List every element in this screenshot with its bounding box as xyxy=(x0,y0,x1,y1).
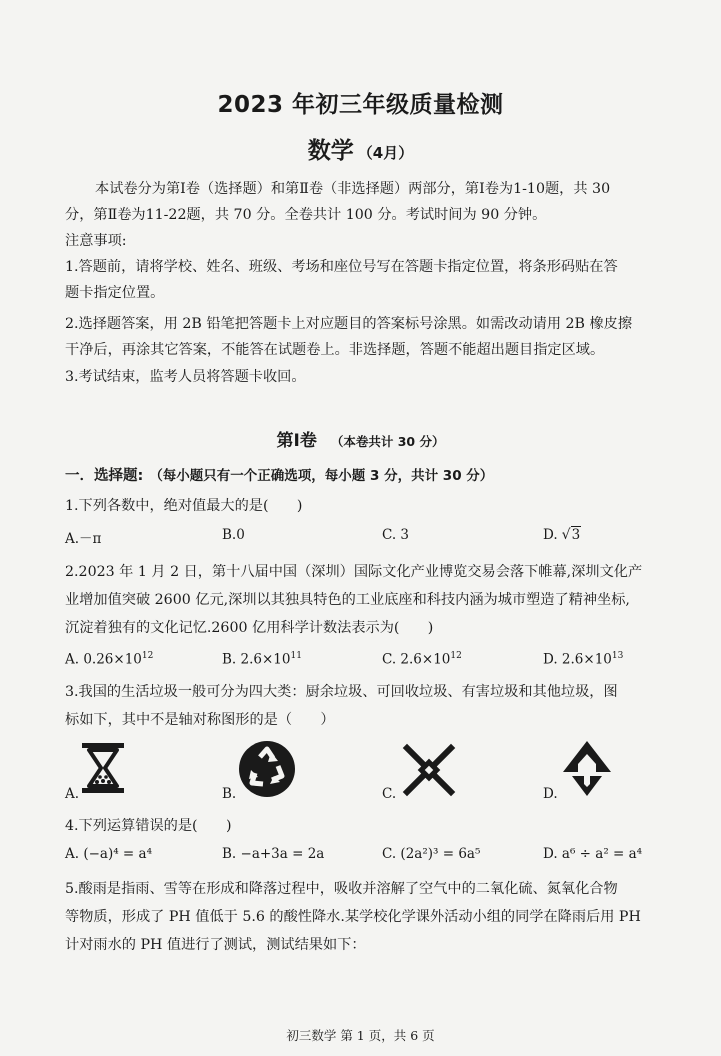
q4-option-d: D. a⁶ ÷ a² = a⁴ xyxy=(543,846,643,862)
recycle-icon xyxy=(238,740,296,798)
q2-option-d-exponent: 13 xyxy=(611,651,624,661)
q1-option-a: A.－π xyxy=(65,531,102,547)
section-name: 第Ⅰ卷 xyxy=(276,431,317,451)
question-4-stem: 4.下列运算错误的是( ) xyxy=(65,818,232,834)
question-3-line: 标如下，其中不是轴对称图形的是（ ） xyxy=(65,712,335,728)
question-1-stem: 1.下列各数中，绝对值最大的是( ) xyxy=(65,498,303,514)
q4-option-b: B. −a+3a = 2a xyxy=(222,846,325,862)
q2-option-d xyxy=(543,651,623,668)
subject-title xyxy=(0,132,721,165)
intro-line: 分，第Ⅱ卷为11-22题，共 70 分。全卷共计 100 分。考试时间为 90 分钟。 xyxy=(65,207,547,223)
notice-item: 3.考试结束，监考人员将答题卡收回。 xyxy=(65,369,306,385)
section-note: （本卷共计 30 分） xyxy=(330,434,445,449)
q2-option-d-base: D. 2.6×10 xyxy=(543,651,612,668)
q3-option-b: B. xyxy=(222,786,237,802)
hazardous-cross-icon xyxy=(401,742,457,798)
q1-option-d-label: D. xyxy=(543,527,558,543)
question-3-line: 3.我国的生活垃圾一般可分为四大类：厨余垃圾、可回收垃圾、有害垃圾和其他垃圾，图 xyxy=(65,684,618,700)
part-heading xyxy=(65,464,493,485)
question-5-line: 等物质，形成了 PH 值低于 5.6 的酸性降水.某学校化学课外活动小组的同学在降雨后用 PH xyxy=(65,909,641,925)
q3-option-c: C. xyxy=(382,786,397,802)
question-5-line: 5.酸雨是指雨、雪等在形成和降落过程中，吸收并溶解了空气中的二氧化硫、氮氧化合物 xyxy=(65,881,618,897)
subject-name: 数学 xyxy=(307,138,354,164)
q4-option-a: A. (−a)⁴ = a⁴ xyxy=(65,846,152,862)
page-footer: 初三数学 第 1 页，共 6 页 xyxy=(286,1028,435,1043)
sqrt-radicand: 3 xyxy=(571,527,581,543)
part-instructions: （每小题只有一个正确选项，每小题 3 分，共计 30 分） xyxy=(149,468,494,484)
question-2-line: 业增加值突破 2600 亿元,深圳以其独具特色的工业底座和科技内涵为城市塑造了精神坐标, xyxy=(65,592,630,608)
notice-label: 注意事项: xyxy=(65,233,127,249)
kitchen-waste-arrows-icon xyxy=(560,738,614,798)
exam-month: （4月） xyxy=(357,144,414,162)
q4-option-c: C. (2a²)³ = 6a⁵ xyxy=(382,846,481,862)
q2-option-a-exponent: 12 xyxy=(141,651,154,661)
q2-option-b-base: B. 2.6×10 xyxy=(222,651,291,668)
sqrt-symbol: √ xyxy=(561,527,571,543)
q1-option-d xyxy=(543,527,581,543)
q1-option-c: C. 3 xyxy=(382,527,410,543)
q2-option-c xyxy=(382,651,462,668)
question-5-line: 计对雨水的 PH 值进行了测试，测试结果如下： xyxy=(65,937,366,953)
page-title: 2023 年初三年级质量检测 xyxy=(217,92,504,118)
question-2-line: 沉淀着独有的文化记忆.2600 亿用科学计数法表示为( ) xyxy=(65,620,434,636)
q3-option-a: A. xyxy=(65,786,80,802)
q3-option-d: D. xyxy=(543,786,558,802)
q2-option-c-exponent: 12 xyxy=(450,651,462,661)
q2-option-c-base: C. 2.6×10 xyxy=(382,651,451,668)
notice-item: 题卡指定位置。 xyxy=(65,285,165,301)
part-title: 一．选择题: xyxy=(65,468,144,484)
intro-line: 本试卷分为第Ⅰ卷（选择题）和第Ⅱ卷（非选择题）两部分，第Ⅰ卷为1-10题，共 30 xyxy=(95,181,611,197)
notice-item: 1.答题前，请将学校、姓名、班级、考场和座位号写在答题卡指定位置，将条形码贴在答 xyxy=(65,259,618,275)
q2-option-b xyxy=(222,651,302,668)
q1-option-b: B.0 xyxy=(222,527,245,543)
q2-option-b-exponent: 11 xyxy=(290,651,302,661)
q2-option-a-base: A. 0.26×10 xyxy=(65,651,142,668)
notice-item: 干净后，再涂其它答案，不能答在试题卷上。非选择题，答题不能超出题目指定区域。 xyxy=(65,342,605,358)
section-heading xyxy=(0,426,721,451)
notice-item: 2.选择题答案，用 2B 铅笔把答题卡上对应题目的答案标号涂黑。如需改动请用 2B 橡皮擦 xyxy=(65,316,633,332)
hourglass-waste-icon xyxy=(80,740,130,798)
q2-option-a xyxy=(65,651,153,668)
question-2-line: 2.2023 年 1 月 2 日，第十八届中国（深圳）国际文化产业博览交易会落下帷幕,深圳文化产 xyxy=(65,564,643,580)
